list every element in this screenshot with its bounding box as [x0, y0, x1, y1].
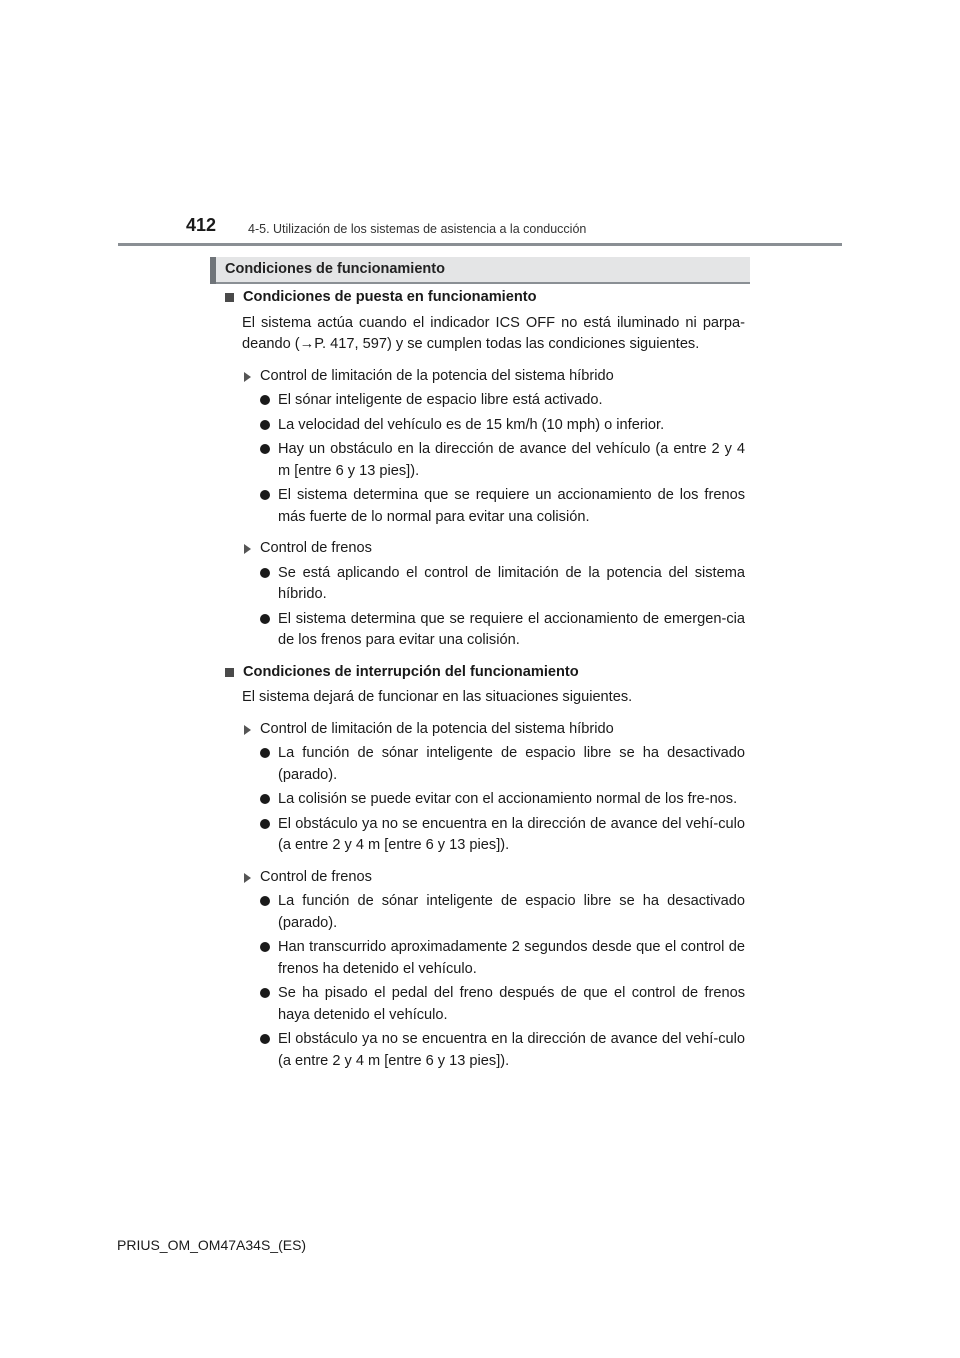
header-divider [118, 243, 842, 246]
group-title: Control de frenos [260, 538, 745, 560]
dot-bullet-icon [260, 568, 270, 578]
section-intro: El sistema dejará de funcionar en las situaciones siguientes. [242, 689, 633, 705]
dot-bullet-icon [260, 395, 270, 405]
dot-bullet-icon [260, 819, 270, 829]
section-block [224, 662, 745, 1073]
list-item: La función de sónar inteligente de espacio libre se ha desactivado (parado). [260, 891, 745, 934]
dot-bullet-icon [260, 420, 270, 430]
content [224, 287, 745, 1082]
list-item: Hay un obstáculo en la dirección de avance del vehículo (a entre 2 y 4 m [entre 6 y 13 pies]). [260, 439, 745, 482]
dot-bullet-icon [260, 794, 270, 804]
list-item: Se está aplicando el control de limitación de la potencia del sistema híbrido. [260, 563, 745, 606]
list-item: Se ha pisado el pedal del freno después de que el control de frenos haya detenido el vehículo. [260, 983, 745, 1026]
condition-group [224, 867, 745, 1073]
dot-bullet-icon [260, 896, 270, 906]
list-item: El sónar inteligente de espacio libre está activado. [260, 390, 745, 412]
box-heading [210, 257, 750, 284]
footer-code: PRIUS_OM_OM47A34S_(ES) [117, 1237, 307, 1253]
square-bullet-icon [225, 668, 234, 677]
box-heading-bar [210, 257, 216, 284]
triangle-bullet-icon [244, 725, 251, 735]
dot-bullet-icon [260, 988, 270, 998]
condition-group [224, 538, 745, 652]
group-title: Control de limitación de la potencia del sistema híbrido [260, 366, 745, 388]
list-item: El sistema determina que se requiere el accionamiento de emergen-cia de los frenos para evitar una colisión. [260, 609, 745, 652]
section-block [224, 287, 745, 652]
condition-group [224, 719, 745, 857]
page-number: 412 [186, 215, 217, 235]
dot-bullet-icon [260, 614, 270, 624]
section-title: Condiciones de puesta en funcionamiento [224, 287, 745, 309]
box-heading-text: Condiciones de funcionamiento [225, 261, 445, 277]
triangle-bullet-icon [244, 372, 251, 382]
dot-bullet-icon [260, 1034, 270, 1044]
square-bullet-icon [225, 293, 234, 302]
section-intro: El sistema actúa cuando el indicador ICS OFF no está iluminado ni parpa-deando (→P. 417, 597) y se cumplen todas las condiciones siguientes. [242, 314, 745, 352]
group-title: Control de limitación de la potencia del sistema híbrido [260, 719, 745, 741]
list-item: La función de sónar inteligente de espacio libre se ha desactivado (parado). [260, 743, 745, 786]
group-title: Control de frenos [260, 867, 745, 889]
dot-bullet-icon [260, 490, 270, 500]
dot-bullet-icon [260, 444, 270, 454]
list-item: El obstáculo ya no se encuentra en la dirección de avance del vehí-culo (a entre 2 y 4 m [entre 6 y 13 pies]). [260, 1029, 745, 1072]
triangle-bullet-icon [244, 544, 251, 554]
list-item: Han transcurrido aproximadamente 2 segundos desde que el control de frenos ha detenido el vehículo. [260, 937, 745, 980]
list-item: El sistema determina que se requiere un accionamiento de los frenos más fuerte de lo normal para evitar una colisión. [260, 485, 745, 528]
dot-bullet-icon [260, 942, 270, 952]
section-title: 4-5. Utilización de los sistemas de asistencia a la conducción [248, 222, 587, 236]
condition-group [224, 366, 745, 529]
list-item: La velocidad del vehículo es de 15 km/h (10 mph) o inferior. [260, 415, 745, 437]
list-item: El obstáculo ya no se encuentra en la dirección de avance del vehí-culo (a entre 2 y 4 m [entre 6 y 13 pies]). [260, 814, 745, 857]
triangle-bullet-icon [244, 873, 251, 883]
dot-bullet-icon [260, 748, 270, 758]
section-title: Condiciones de interrupción del funcionamiento [224, 662, 745, 684]
list-item: La colisión se puede evitar con el accionamiento normal de los fre-nos. [260, 789, 745, 811]
